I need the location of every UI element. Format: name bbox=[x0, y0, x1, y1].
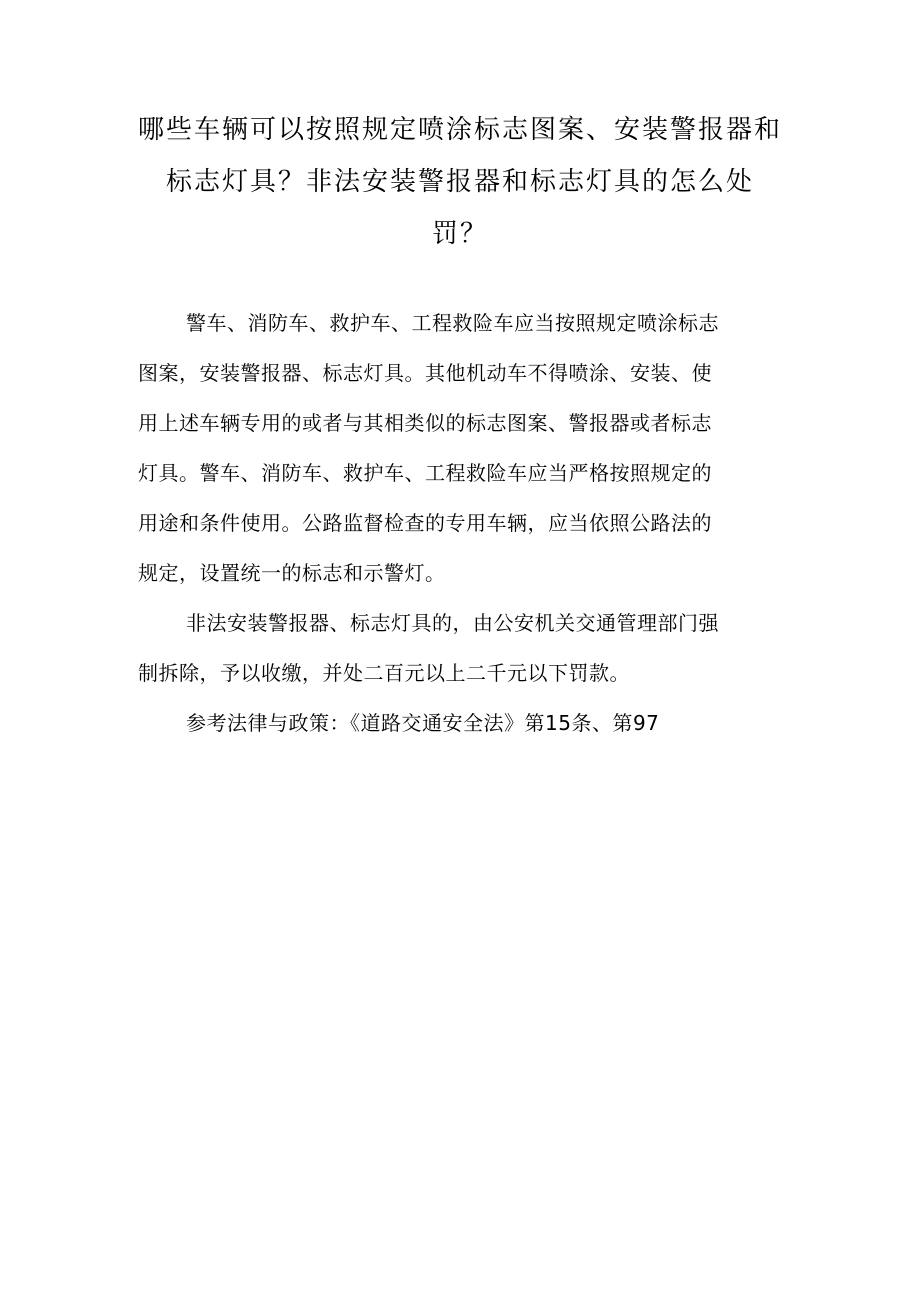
document-title bbox=[138, 104, 782, 260]
paragraph-vehicle-markings bbox=[138, 298, 782, 598]
paragraph-1-line-2: 图案，安装警报器、标志灯具。其他机动车不得喷涂、安装、使 bbox=[138, 361, 712, 385]
paragraph-penalty bbox=[138, 598, 782, 698]
paragraph-3-line-1: 参考法律与政策：《道路交通安全法》第15条、第97 bbox=[186, 711, 660, 735]
paragraph-1-line-6: 规定，设置统一的标志和示警灯。 bbox=[138, 561, 446, 585]
title-line-1: 哪些车辆可以按照规定喷涂标志图案、安装警报器和 bbox=[138, 115, 783, 145]
title-line-2: 标志灯具？非法安装警报器和标志灯具的怎么处 bbox=[165, 167, 754, 197]
paragraph-2-line-2: 制拆除，予以收缴，并处二百元以上二千元以下罚款。 bbox=[138, 661, 630, 685]
paragraph-legal-reference bbox=[138, 698, 782, 748]
paragraph-1-line-1: 警车、消防车、救护车、工程救险车应当按照规定喷涂标志 bbox=[186, 311, 719, 335]
document-body bbox=[138, 298, 782, 748]
paragraph-2-line-1: 非法安装警报器、标志灯具的，由公安机关交通管理部门强 bbox=[186, 611, 719, 635]
title-line-3: 罚？ bbox=[431, 219, 488, 249]
paragraph-1-line-3: 用上述车辆专用的或者与其相类似的标志图案、警报器或者标志 bbox=[138, 411, 712, 435]
paragraph-1-line-5: 用途和条件使用。公路监督检查的专用车辆，应当依照公路法的 bbox=[138, 511, 712, 535]
paragraph-1-line-4: 灯具。警车、消防车、救护车、工程救险车应当严格按照规定的 bbox=[138, 461, 712, 485]
